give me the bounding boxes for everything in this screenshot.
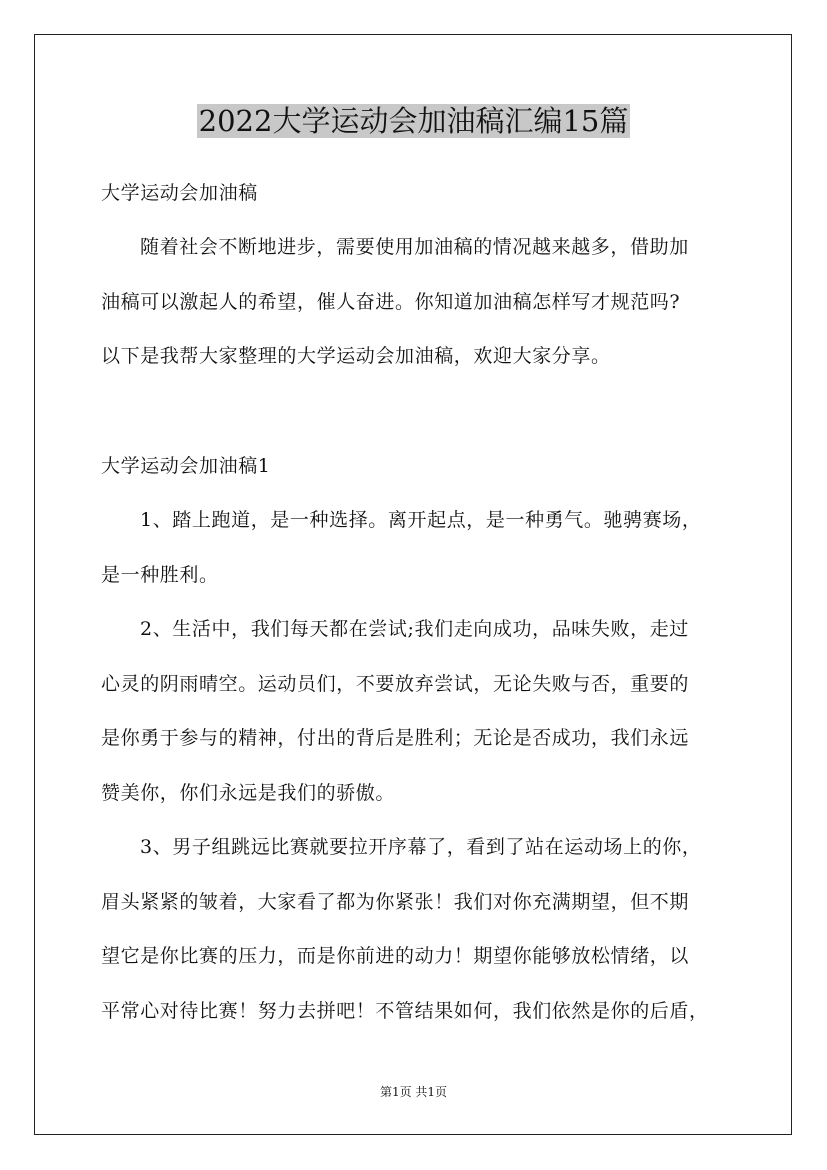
- document-title: [0, 101, 827, 141]
- paragraph-line: 心灵的阴雨晴空。运动员们，不要放弃尝试，无论失败与否，重要的: [101, 673, 690, 695]
- section-heading: 大学运动会加油稿: [101, 182, 258, 204]
- paragraph-line: 眉头紧紧的皱着，大家看了都为你紧张！我们对你充满期望，但不期: [101, 891, 690, 913]
- paragraph-line: 望它是你比赛的压力，而是你前进的动力！期望你能够放松情绪，以: [101, 945, 690, 967]
- section-heading: 大学运动会加油稿1: [101, 455, 271, 477]
- paragraph-line: 2、生活中，我们每天都在尝试;我们走向成功，品味失败，走过: [140, 618, 689, 640]
- paragraph-line: 3、男子组跳远比赛就要拉开序幕了，看到了站在运动场上的你，: [140, 836, 702, 858]
- document-title-text: 2022大学运动会加油稿汇编15篇: [198, 104, 629, 138]
- paragraph-line: 是一种胜利。: [101, 564, 219, 586]
- paragraph-line: 油稿可以激起人的希望，催人奋进。你知道加油稿怎样写才规范吗?: [101, 291, 681, 313]
- paragraph-line: 赞美你，你们永远是我们的骄傲。: [101, 782, 396, 804]
- paragraph-line: 1、踏上跑道，是一种选择。离开起点，是一种勇气。驰骋赛场，: [140, 509, 702, 531]
- paragraph-line: 以下是我帮大家整理的大学运动会加油稿，欢迎大家分享。: [101, 345, 611, 367]
- paragraph-line: 是你勇于参与的精神，付出的背后是胜利；无论是否成功，我们永远: [101, 727, 690, 749]
- page-footer: 第1页 共1页: [379, 1085, 448, 1099]
- paragraph-line: 平常心对待比赛！努力去拼吧！不管结果如何，我们依然是你的后盾，: [101, 1000, 709, 1022]
- paragraph-line: 随着社会不断地进步，需要使用加油稿的情况越来越多，借助加: [140, 236, 689, 258]
